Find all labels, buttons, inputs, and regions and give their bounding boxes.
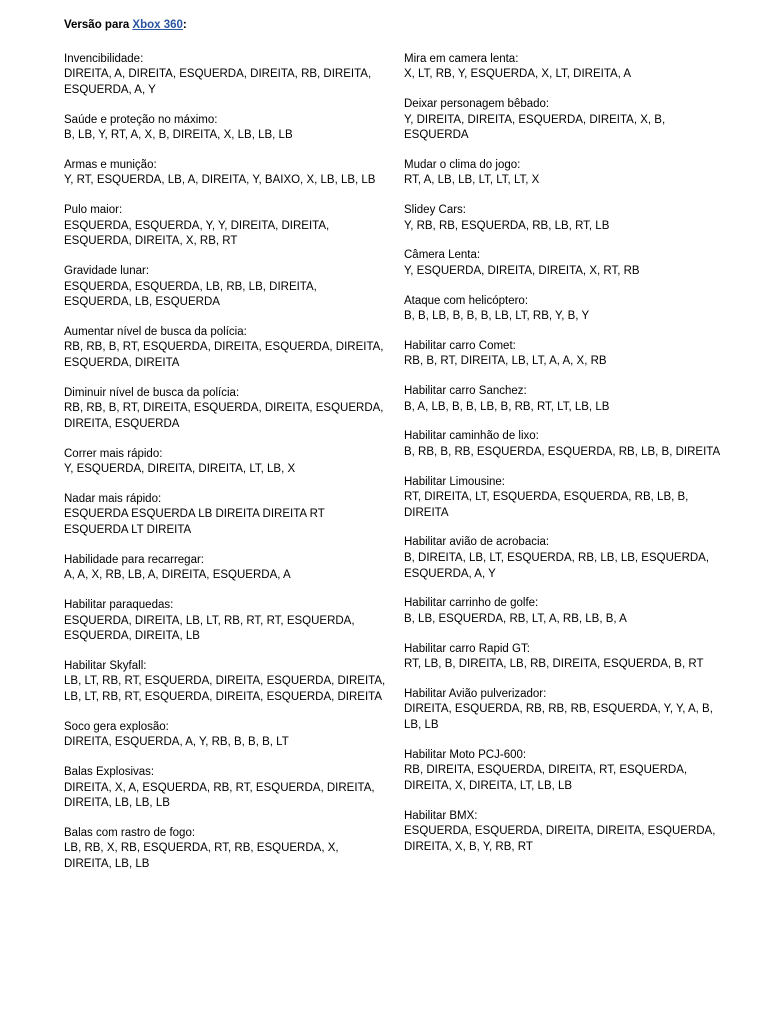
cheat-entry <box>64 447 386 478</box>
cheat-entry <box>404 809 724 856</box>
cheat-codes: B, DIREITA, LB, LT, ESQUERDA, RB, LB, LB, ESQUERDA, ESQUERDA, A, Y <box>404 552 710 580</box>
cheat-label: Aumentar nível de busca da polícia: <box>64 325 247 338</box>
cheat-entry <box>404 52 724 83</box>
cheat-label: Mira em camera lenta: <box>404 52 519 65</box>
cheat-entry <box>64 203 386 250</box>
cheat-entry <box>64 598 386 645</box>
cheat-codes: B, A, LB, B, B, LB, B, RB, RT, LT, LB, LB <box>404 400 610 413</box>
cheat-entry <box>404 687 724 734</box>
cheat-entry <box>64 492 386 539</box>
cheat-entry <box>404 748 724 795</box>
page-title-prefix: Versão para <box>64 19 133 31</box>
cheat-codes: RT, A, LB, LB, LT, LT, LT, X <box>404 174 540 187</box>
cheat-entry <box>404 596 724 627</box>
cheat-label: Habilitar carrinho de golfe: <box>404 597 539 610</box>
cheat-codes: RB, RB, B, RT, ESQUERDA, DIREITA, ESQUERDA, DIREITA, ESQUERDA, DIREITA <box>64 341 384 369</box>
cheat-codes: ESQUERDA, ESQUERDA, Y, Y, DIREITA, DIREITA, ESQUERDA, DIREITA, X, RB, RT <box>64 219 330 248</box>
cheat-codes: DIREITA, ESQUERDA, A, Y, RB, B, B, B, LT <box>64 736 289 749</box>
cheat-entry <box>64 386 386 433</box>
cheat-codes: B, LB, Y, RT, A, X, B, DIREITA, X, LB, LB, LB <box>64 129 293 142</box>
cheat-entry <box>404 475 724 522</box>
cheat-label: Gravidade lunar: <box>64 264 150 277</box>
cheat-label: Diminuir nível de busca da polícia: <box>64 386 240 399</box>
cheat-label: Habilitar Avião pulverizador: <box>404 687 547 700</box>
cheat-codes: B, B, LB, B, B, B, LB, LT, RB, Y, B, Y <box>404 310 590 323</box>
left-column <box>64 52 404 887</box>
cheat-label: Nadar mais rápido: <box>64 492 162 505</box>
cheat-entry <box>64 52 386 99</box>
cheat-entry <box>404 384 724 415</box>
cheat-label: Invencibilidade: <box>64 52 144 65</box>
cheat-entry <box>64 826 386 873</box>
cheat-label: Habilitar carro Comet: <box>404 339 516 352</box>
cheat-entry <box>404 203 724 234</box>
cheat-codes: Y, DIREITA, DIREITA, ESQUERDA, DIREITA, X, B, ESQUERDA <box>404 113 666 142</box>
cheat-codes: B, LB, ESQUERDA, RB, LT, A, RB, LB, B, A <box>404 612 627 625</box>
cheat-label: Deixar personagem bêbado: <box>404 97 550 110</box>
cheat-codes: X, LT, RB, Y, ESQUERDA, X, LT, DIREITA, A <box>404 68 632 81</box>
cheat-entry <box>404 294 724 325</box>
cheat-label: Habilitar carro Rapid GT: <box>404 642 530 655</box>
cheat-entry <box>64 325 386 372</box>
cheat-label: Slidey Cars: <box>404 204 466 216</box>
cheat-label: Habilidade para recarregar: <box>64 553 204 566</box>
cheat-label: Habilitar Limousine: <box>404 475 505 488</box>
cheat-label: Soco gera explosão: <box>64 720 169 733</box>
cheat-label: Habilitar caminhão de lixo: <box>404 430 539 443</box>
cheat-label: Habilitar BMX: <box>404 809 478 822</box>
cheat-codes: ESQUERDA, DIREITA, LB, LT, RB, RT, RT, ESQUERDA, ESQUERDA, DIREITA, LB <box>64 614 355 643</box>
cheat-label: Balas com rastro de fogo: <box>64 826 196 839</box>
cheat-entry <box>404 97 724 144</box>
cheat-codes: RB, RB, B, RT, DIREITA, ESQUERDA, DIREITA, ESQUERDA, DIREITA, ESQUERDA <box>64 402 384 430</box>
cheat-entry <box>404 535 724 582</box>
cheat-label: Habilitar Skyfall: <box>64 659 147 672</box>
cheat-entry <box>404 642 724 673</box>
cheat-label: Habilitar Moto PCJ-600: <box>404 748 527 761</box>
cheat-label: Habilitar paraquedas: <box>64 598 174 611</box>
cheat-codes: ESQUERDA, ESQUERDA, LB, RB, LB, DIREITA, ESQUERDA, LB, ESQUERDA <box>64 280 317 309</box>
cheat-codes: RB, B, RT, DIREITA, LB, LT, A, A, X, RB <box>404 355 607 368</box>
cheat-codes: DIREITA, X, A, ESQUERDA, RB, RT, ESQUERDA, DIREITA, DIREITA, LB, LB, LB <box>64 781 375 810</box>
cheat-label: Câmera Lenta: <box>404 249 481 262</box>
cheat-label: Habilitar avião de acrobacia: <box>404 536 550 549</box>
cheat-codes: ESQUERDA ESQUERDA LB DIREITA DIREITA RT ESQUERDA LT DIREITA <box>64 508 325 536</box>
cheat-label: Habilitar carro Sanchez: <box>404 385 527 397</box>
cheat-label: Balas Explosivas: <box>64 765 155 778</box>
cheat-label: Pulo maior: <box>64 204 123 216</box>
xbox-360-link[interactable]: Xbox 360 <box>132 19 183 31</box>
cheat-entry <box>64 158 386 189</box>
cheat-entry <box>404 339 724 370</box>
cheat-codes: Y, ESQUERDA, DIREITA, DIREITA, LT, LB, X <box>64 463 296 476</box>
page-title-suffix: : <box>182 19 187 31</box>
cheat-entry <box>404 429 724 460</box>
cheat-label: Mudar o clima do jogo: <box>404 158 521 171</box>
page-title <box>64 18 724 34</box>
cheat-codes: RT, LB, B, DIREITA, LB, RB, DIREITA, ESQUERDA, B, RT <box>404 658 704 671</box>
cheat-entry <box>404 248 724 279</box>
cheat-label: Correr mais rápido: <box>64 447 163 460</box>
cheat-entry <box>64 113 386 144</box>
cheat-codes: LB, LT, RB, RT, ESQUERDA, DIREITA, ESQUERDA, DIREITA, LB, LT, RB, RT, ESQUERDA, DIREITA, ESQUERDA, DIREITA <box>64 675 386 703</box>
right-column <box>404 52 724 870</box>
cheat-columns <box>64 52 724 887</box>
cheat-codes: Y, ESQUERDA, DIREITA, DIREITA, X, RT, RB <box>404 264 640 277</box>
cheat-codes: A, A, X, RB, LB, A, DIREITA, ESQUERDA, A <box>64 569 291 582</box>
cheat-label: Ataque com helicóptero: <box>404 294 529 307</box>
cheat-entry <box>64 765 386 812</box>
cheat-codes: Y, RT, ESQUERDA, LB, A, DIREITA, Y, BAIXO, X, LB, LB, LB <box>64 174 376 187</box>
cheat-codes: Y, RB, RB, ESQUERDA, RB, LB, RT, LB <box>404 219 610 232</box>
cheat-label: Armas e munição: <box>64 158 157 171</box>
cheat-label: Saúde e proteção no máximo: <box>64 113 218 126</box>
cheat-codes: DIREITA, A, DIREITA, ESQUERDA, DIREITA, RB, DIREITA, ESQUERDA, A, Y <box>64 68 372 96</box>
cheat-codes: RB, DIREITA, ESQUERDA, DIREITA, RT, ESQUERDA, DIREITA, X, DIREITA, LT, LB, LB <box>404 764 688 792</box>
cheat-codes: LB, RB, X, RB, ESQUERDA, RT, RB, ESQUERDA, X, DIREITA, LB, LB <box>64 842 339 870</box>
cheat-codes: DIREITA, ESQUERDA, RB, RB, RB, ESQUERDA, Y, Y, A, B, LB, LB <box>404 703 713 731</box>
cheat-codes: RT, DIREITA, LT, ESQUERDA, ESQUERDA, RB, LB, B, DIREITA <box>404 491 689 519</box>
cheat-entry <box>404 158 724 189</box>
cheat-codes: ESQUERDA, ESQUERDA, DIREITA, DIREITA, ESQUERDA, DIREITA, X, B, Y, RB, RT <box>404 825 716 853</box>
cheat-entry <box>64 553 386 584</box>
cheat-entry <box>64 659 386 706</box>
cheat-codes: B, RB, B, RB, ESQUERDA, ESQUERDA, RB, LB, B, DIREITA <box>404 445 721 458</box>
cheat-entry <box>64 720 386 751</box>
cheat-entry <box>64 264 386 311</box>
